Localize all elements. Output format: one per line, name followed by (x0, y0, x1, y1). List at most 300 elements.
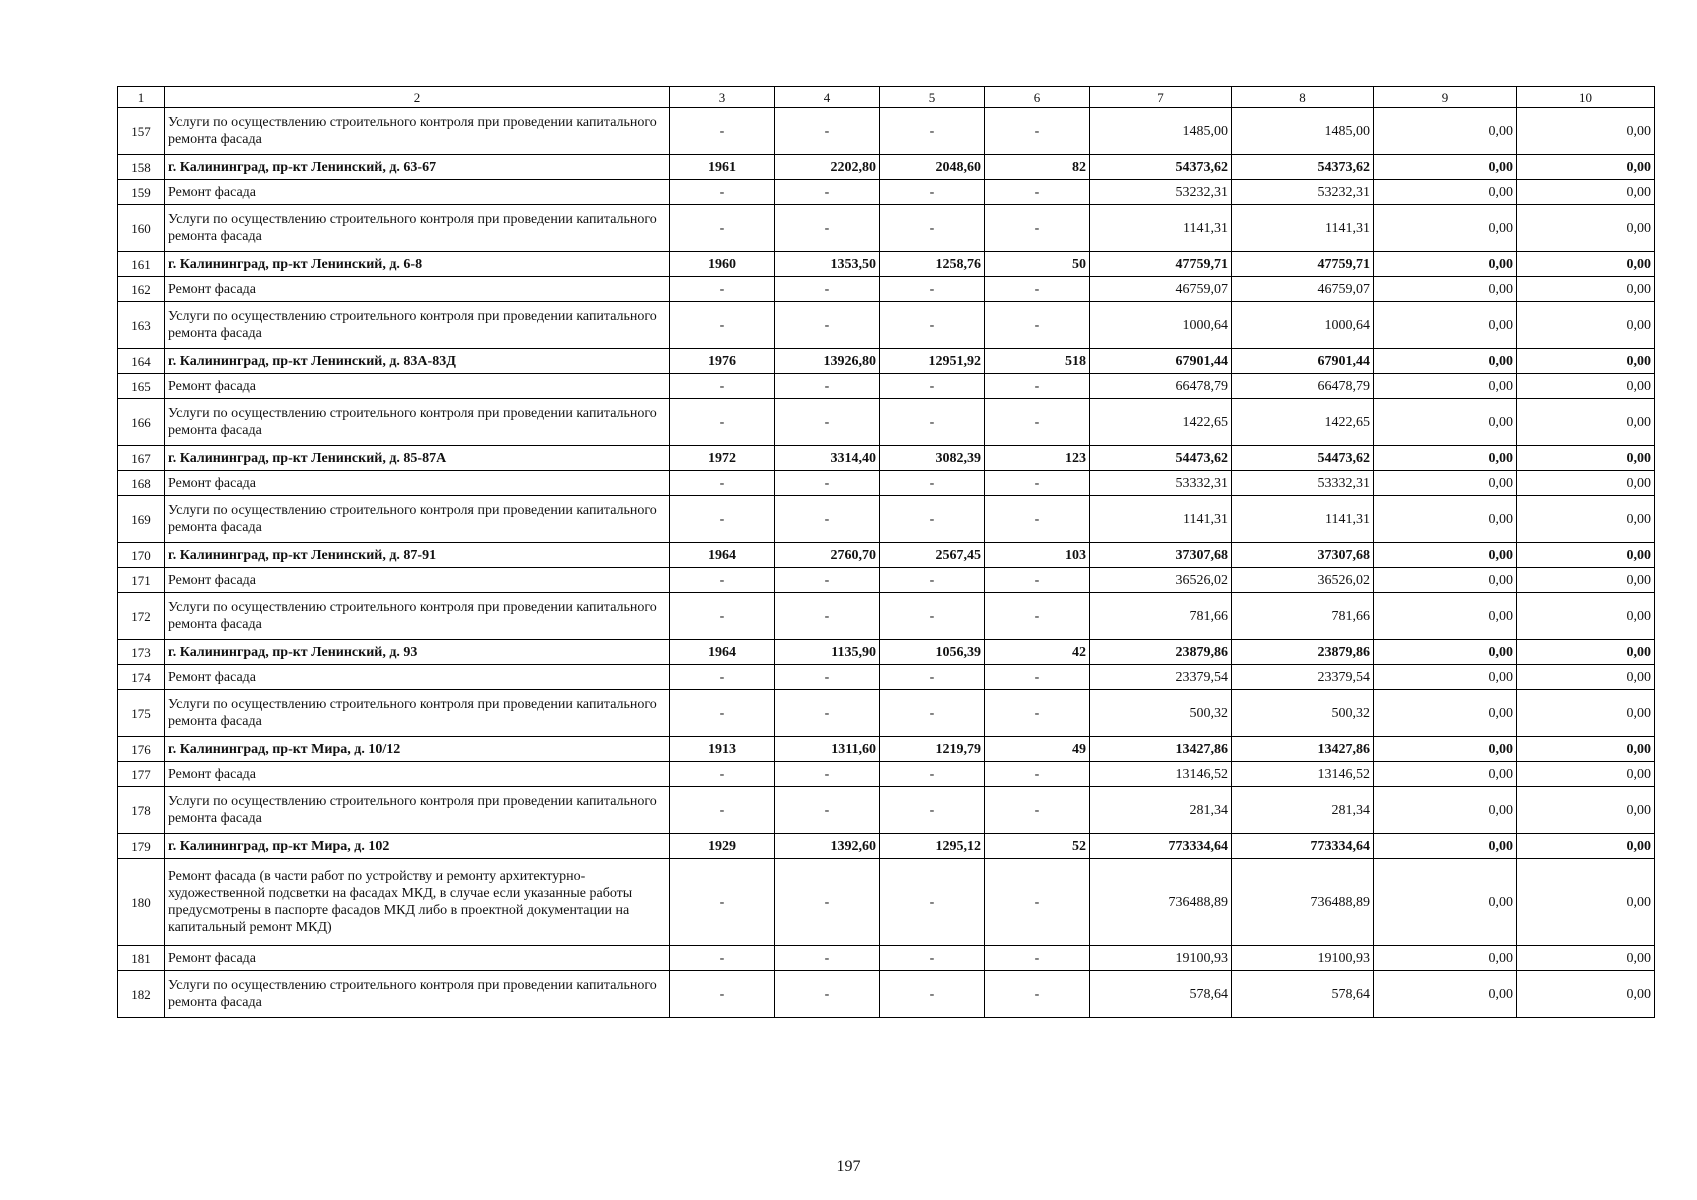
table-row (118, 205, 1655, 252)
value-cell: 2760,70 (775, 543, 880, 568)
value-cell: 736488,89 (1090, 859, 1232, 946)
value-cell: 0,00 (1517, 471, 1655, 496)
value-cell: 47759,71 (1090, 252, 1232, 277)
value-cell: 1392,60 (775, 834, 880, 859)
table-row (118, 640, 1655, 665)
year-cell: 1929 (670, 834, 775, 859)
row-number-cell: 174 (118, 665, 165, 690)
dash-cell: - (775, 971, 880, 1018)
description-cell: Услуги по осуществлению строительного контроля при проведении капитального ремонта фасада (165, 302, 670, 349)
value-cell: 1422,65 (1232, 399, 1374, 446)
dash-cell: - (670, 568, 775, 593)
value-cell: 0,00 (1517, 737, 1655, 762)
year-cell: 1960 (670, 252, 775, 277)
dash-cell: - (775, 859, 880, 946)
row-number-cell: 162 (118, 277, 165, 302)
value-cell: 0,00 (1517, 155, 1655, 180)
value-cell: 53232,31 (1232, 180, 1374, 205)
value-cell: 1295,12 (880, 834, 985, 859)
dash-cell: - (880, 496, 985, 543)
dash-cell: - (670, 665, 775, 690)
value-cell: 578,64 (1090, 971, 1232, 1018)
dash-cell: - (985, 593, 1090, 640)
value-cell: 12951,92 (880, 349, 985, 374)
description-cell: г. Калининград, пр-кт Ленинский, д. 63-67 (165, 155, 670, 180)
dash-cell: - (985, 665, 1090, 690)
value-cell: 0,00 (1374, 762, 1517, 787)
dash-cell: - (775, 787, 880, 834)
dash-cell: - (985, 399, 1090, 446)
dash-cell: - (985, 762, 1090, 787)
value-cell: 36526,02 (1090, 568, 1232, 593)
dash-cell: - (880, 787, 985, 834)
value-cell: 66478,79 (1232, 374, 1374, 399)
row-number-cell: 176 (118, 737, 165, 762)
page-number: 197 (836, 1158, 861, 1175)
row-number-cell: 170 (118, 543, 165, 568)
value-cell: 736488,89 (1232, 859, 1374, 946)
dash-cell: - (880, 568, 985, 593)
value-cell: 2567,45 (880, 543, 985, 568)
column-number: 3 (670, 87, 775, 108)
value-cell: 23879,86 (1090, 640, 1232, 665)
value-cell: 53332,31 (1090, 471, 1232, 496)
dash-cell: - (880, 593, 985, 640)
row-number-cell: 164 (118, 349, 165, 374)
table-row (118, 568, 1655, 593)
value-cell: 0,00 (1517, 496, 1655, 543)
dash-cell: - (775, 568, 880, 593)
value-cell: 37307,68 (1090, 543, 1232, 568)
description-cell: г. Калининград, пр-кт Ленинский, д. 93 (165, 640, 670, 665)
value-cell: 1141,31 (1090, 496, 1232, 543)
value-cell: 0,00 (1517, 946, 1655, 971)
description-cell: Ремонт фасада (165, 277, 670, 302)
description-cell: Услуги по осуществлению строительного контроля при проведении капитального ремонта фасада (165, 399, 670, 446)
table-row (118, 859, 1655, 946)
dash-cell: - (880, 374, 985, 399)
value-cell: 54473,62 (1090, 446, 1232, 471)
dash-cell: - (880, 471, 985, 496)
value-cell: 0,00 (1374, 446, 1517, 471)
row-number-cell: 171 (118, 568, 165, 593)
value-cell: 781,66 (1232, 593, 1374, 640)
row-number-cell: 169 (118, 496, 165, 543)
value-cell: 103 (985, 543, 1090, 568)
description-cell: г. Калининград, пр-кт Ленинский, д. 85-87А (165, 446, 670, 471)
row-number-cell: 168 (118, 471, 165, 496)
value-cell: 0,00 (1374, 971, 1517, 1018)
value-cell: 500,32 (1232, 690, 1374, 737)
description-cell: Ремонт фасада (165, 180, 670, 205)
dash-cell: - (985, 787, 1090, 834)
value-cell: 0,00 (1517, 252, 1655, 277)
description-cell: г. Калининград, пр-кт Ленинский, д. 83А-83Д (165, 349, 670, 374)
dash-cell: - (985, 205, 1090, 252)
value-cell: 0,00 (1374, 277, 1517, 302)
table-row (118, 496, 1655, 543)
value-cell: 0,00 (1517, 108, 1655, 155)
value-cell: 0,00 (1517, 787, 1655, 834)
description-cell: Ремонт фасада (165, 762, 670, 787)
table-row (118, 737, 1655, 762)
dash-cell: - (985, 859, 1090, 946)
value-cell: 13926,80 (775, 349, 880, 374)
year-cell: 1976 (670, 349, 775, 374)
description-cell: г. Калининград, пр-кт Ленинский, д. 87-91 (165, 543, 670, 568)
dash-cell: - (880, 205, 985, 252)
value-cell: 0,00 (1374, 593, 1517, 640)
value-cell: 0,00 (1374, 155, 1517, 180)
dash-cell: - (985, 690, 1090, 737)
value-cell: 0,00 (1374, 108, 1517, 155)
dash-cell: - (775, 690, 880, 737)
dash-cell: - (880, 277, 985, 302)
table-row (118, 543, 1655, 568)
register-table (117, 86, 1655, 1018)
year-cell: 1964 (670, 543, 775, 568)
row-number-cell: 179 (118, 834, 165, 859)
row-number-cell: 172 (118, 593, 165, 640)
dash-cell: - (670, 971, 775, 1018)
value-cell: 0,00 (1374, 205, 1517, 252)
description-cell: Услуги по осуществлению строительного контроля при проведении капитального ремонта фасада (165, 108, 670, 155)
table-body (118, 108, 1655, 1018)
value-cell: 1056,39 (880, 640, 985, 665)
table-row (118, 665, 1655, 690)
value-cell: 0,00 (1374, 737, 1517, 762)
dash-cell: - (880, 946, 985, 971)
description-cell: г. Калининград, пр-кт Мира, д. 102 (165, 834, 670, 859)
description-cell: Ремонт фасада (в части работ по устройству и ремонту архитектурно-художественной подсветки на фасадах МКД, в случае если указанные работы предусмотрены в паспорте фасадов МКД либо в проектной документации на капитальный ремонт МКД) (165, 859, 670, 946)
value-cell: 0,00 (1517, 374, 1655, 399)
value-cell: 0,00 (1374, 374, 1517, 399)
dash-cell: - (775, 399, 880, 446)
value-cell: 0,00 (1374, 399, 1517, 446)
value-cell: 54373,62 (1090, 155, 1232, 180)
row-number-cell: 157 (118, 108, 165, 155)
dash-cell: - (670, 205, 775, 252)
value-cell: 0,00 (1374, 665, 1517, 690)
row-number-cell: 177 (118, 762, 165, 787)
row-number-cell: 166 (118, 399, 165, 446)
value-cell: 0,00 (1374, 496, 1517, 543)
table-row (118, 446, 1655, 471)
value-cell: 66478,79 (1090, 374, 1232, 399)
value-cell: 1000,64 (1090, 302, 1232, 349)
value-cell: 1422,65 (1090, 399, 1232, 446)
value-cell: 1485,00 (1090, 108, 1232, 155)
dash-cell: - (775, 205, 880, 252)
row-number-cell: 160 (118, 205, 165, 252)
value-cell: 1258,76 (880, 252, 985, 277)
value-cell: 46759,07 (1232, 277, 1374, 302)
dash-cell: - (880, 108, 985, 155)
table-row (118, 690, 1655, 737)
dash-cell: - (985, 496, 1090, 543)
value-cell: 0,00 (1374, 640, 1517, 665)
value-cell: 0,00 (1517, 543, 1655, 568)
value-cell: 0,00 (1374, 690, 1517, 737)
row-number-cell: 181 (118, 946, 165, 971)
dash-cell: - (670, 859, 775, 946)
dash-cell: - (670, 946, 775, 971)
description-cell: г. Калининград, пр-кт Ленинский, д. 6-8 (165, 252, 670, 277)
value-cell: 1141,31 (1232, 496, 1374, 543)
dash-cell: - (670, 471, 775, 496)
value-cell: 67901,44 (1090, 349, 1232, 374)
dash-cell: - (775, 302, 880, 349)
value-cell: 53332,31 (1232, 471, 1374, 496)
table-row (118, 180, 1655, 205)
value-cell: 578,64 (1232, 971, 1374, 1018)
value-cell: 0,00 (1374, 302, 1517, 349)
value-cell: 0,00 (1517, 277, 1655, 302)
table-row (118, 399, 1655, 446)
value-cell: 0,00 (1517, 859, 1655, 946)
value-cell: 2202,80 (775, 155, 880, 180)
table-row (118, 787, 1655, 834)
value-cell: 67901,44 (1232, 349, 1374, 374)
dash-cell: - (775, 180, 880, 205)
value-cell: 42 (985, 640, 1090, 665)
dash-cell: - (670, 496, 775, 543)
description-cell: Ремонт фасада (165, 946, 670, 971)
description-cell: Ремонт фасада (165, 568, 670, 593)
value-cell: 23379,54 (1090, 665, 1232, 690)
row-number-cell: 167 (118, 446, 165, 471)
dash-cell: - (985, 180, 1090, 205)
value-cell: 13146,52 (1232, 762, 1374, 787)
column-number: 6 (985, 87, 1090, 108)
column-number: 9 (1374, 87, 1517, 108)
row-number-cell: 180 (118, 859, 165, 946)
dash-cell: - (985, 302, 1090, 349)
value-cell: 19100,93 (1090, 946, 1232, 971)
value-cell: 54473,62 (1232, 446, 1374, 471)
value-cell: 0,00 (1374, 471, 1517, 496)
year-cell: 1913 (670, 737, 775, 762)
table-row (118, 834, 1655, 859)
dash-cell: - (670, 762, 775, 787)
dash-cell: - (985, 277, 1090, 302)
value-cell: 13427,86 (1090, 737, 1232, 762)
dash-cell: - (775, 108, 880, 155)
row-number-cell: 175 (118, 690, 165, 737)
dash-cell: - (775, 374, 880, 399)
value-cell: 54373,62 (1232, 155, 1374, 180)
year-cell: 1961 (670, 155, 775, 180)
dash-cell: - (775, 665, 880, 690)
value-cell: 0,00 (1517, 640, 1655, 665)
table-row (118, 277, 1655, 302)
dash-cell: - (985, 471, 1090, 496)
dash-cell: - (670, 593, 775, 640)
dash-cell: - (670, 108, 775, 155)
year-cell: 1964 (670, 640, 775, 665)
description-cell: Ремонт фасада (165, 374, 670, 399)
dash-cell: - (670, 374, 775, 399)
table-row (118, 374, 1655, 399)
value-cell: 0,00 (1517, 971, 1655, 1018)
value-cell: 3314,40 (775, 446, 880, 471)
dash-cell: - (985, 946, 1090, 971)
value-cell: 46759,07 (1090, 277, 1232, 302)
table-row (118, 155, 1655, 180)
dash-cell: - (880, 859, 985, 946)
dash-cell: - (775, 277, 880, 302)
column-number: 10 (1517, 87, 1655, 108)
description-cell: Ремонт фасада (165, 471, 670, 496)
value-cell: 1000,64 (1232, 302, 1374, 349)
value-cell: 53232,31 (1090, 180, 1232, 205)
dash-cell: - (775, 762, 880, 787)
value-cell: 0,00 (1517, 349, 1655, 374)
row-number-cell: 161 (118, 252, 165, 277)
table-row (118, 946, 1655, 971)
value-cell: 0,00 (1517, 399, 1655, 446)
value-cell: 1141,31 (1232, 205, 1374, 252)
value-cell: 82 (985, 155, 1090, 180)
table-row (118, 108, 1655, 155)
table-row (118, 971, 1655, 1018)
dash-cell: - (670, 277, 775, 302)
value-cell: 23879,86 (1232, 640, 1374, 665)
value-cell: 49 (985, 737, 1090, 762)
value-cell: 0,00 (1374, 180, 1517, 205)
value-cell: 500,32 (1090, 690, 1232, 737)
value-cell: 0,00 (1517, 665, 1655, 690)
value-cell: 281,34 (1232, 787, 1374, 834)
dash-cell: - (670, 399, 775, 446)
column-number-row (118, 87, 1655, 108)
dash-cell: - (775, 946, 880, 971)
value-cell: 1219,79 (880, 737, 985, 762)
value-cell: 3082,39 (880, 446, 985, 471)
value-cell: 773334,64 (1090, 834, 1232, 859)
description-cell: Услуги по осуществлению строительного контроля при проведении капитального ремонта фасада (165, 205, 670, 252)
table-row (118, 252, 1655, 277)
value-cell: 23379,54 (1232, 665, 1374, 690)
value-cell: 0,00 (1374, 946, 1517, 971)
dash-cell: - (880, 971, 985, 1018)
value-cell: 0,00 (1374, 252, 1517, 277)
register-table-wrapper (117, 86, 1655, 1018)
value-cell: 1353,50 (775, 252, 880, 277)
dash-cell: - (775, 496, 880, 543)
value-cell: 13146,52 (1090, 762, 1232, 787)
dash-cell: - (880, 180, 985, 205)
dash-cell: - (880, 665, 985, 690)
value-cell: 281,34 (1090, 787, 1232, 834)
value-cell: 52 (985, 834, 1090, 859)
value-cell: 0,00 (1374, 834, 1517, 859)
dash-cell: - (670, 787, 775, 834)
column-number: 1 (118, 87, 165, 108)
dash-cell: - (880, 399, 985, 446)
description-cell: Услуги по осуществлению строительного контроля при проведении капитального ремонта фасада (165, 496, 670, 543)
dash-cell: - (985, 108, 1090, 155)
value-cell: 37307,68 (1232, 543, 1374, 568)
description-cell: Услуги по осуществлению строительного контроля при проведении капитального ремонта фасада (165, 971, 670, 1018)
value-cell: 0,00 (1374, 787, 1517, 834)
value-cell: 2048,60 (880, 155, 985, 180)
value-cell: 123 (985, 446, 1090, 471)
value-cell: 0,00 (1517, 568, 1655, 593)
dash-cell: - (670, 690, 775, 737)
value-cell: 13427,86 (1232, 737, 1374, 762)
value-cell: 0,00 (1517, 446, 1655, 471)
dash-cell: - (670, 302, 775, 349)
value-cell: 773334,64 (1232, 834, 1374, 859)
table-row (118, 762, 1655, 787)
table-row (118, 593, 1655, 640)
dash-cell: - (670, 180, 775, 205)
row-number-cell: 178 (118, 787, 165, 834)
row-number-cell: 158 (118, 155, 165, 180)
description-cell: Услуги по осуществлению строительного контроля при проведении капитального ремонта фасада (165, 593, 670, 640)
column-number: 2 (165, 87, 670, 108)
table-row (118, 302, 1655, 349)
value-cell: 36526,02 (1232, 568, 1374, 593)
value-cell: 1141,31 (1090, 205, 1232, 252)
dash-cell: - (880, 762, 985, 787)
value-cell: 19100,93 (1232, 946, 1374, 971)
column-number: 8 (1232, 87, 1374, 108)
dash-cell: - (985, 971, 1090, 1018)
value-cell: 0,00 (1517, 205, 1655, 252)
row-number-cell: 173 (118, 640, 165, 665)
value-cell: 0,00 (1517, 762, 1655, 787)
table-row (118, 349, 1655, 374)
description-cell: Услуги по осуществлению строительного контроля при проведении капитального ремонта фасада (165, 787, 670, 834)
value-cell: 0,00 (1374, 859, 1517, 946)
description-cell: г. Калининград, пр-кт Мира, д. 10/12 (165, 737, 670, 762)
description-cell: Услуги по осуществлению строительного контроля при проведении капитального ремонта фасада (165, 690, 670, 737)
value-cell: 0,00 (1517, 180, 1655, 205)
value-cell: 1135,90 (775, 640, 880, 665)
value-cell: 0,00 (1517, 834, 1655, 859)
dash-cell: - (775, 593, 880, 640)
dash-cell: - (880, 302, 985, 349)
value-cell: 781,66 (1090, 593, 1232, 640)
row-number-cell: 163 (118, 302, 165, 349)
year-cell: 1972 (670, 446, 775, 471)
dash-cell: - (985, 568, 1090, 593)
value-cell: 1311,60 (775, 737, 880, 762)
value-cell: 0,00 (1517, 593, 1655, 640)
column-number: 4 (775, 87, 880, 108)
row-number-cell: 182 (118, 971, 165, 1018)
column-number: 5 (880, 87, 985, 108)
column-number: 7 (1090, 87, 1232, 108)
value-cell: 0,00 (1374, 543, 1517, 568)
value-cell: 1485,00 (1232, 108, 1374, 155)
value-cell: 0,00 (1374, 349, 1517, 374)
row-number-cell: 165 (118, 374, 165, 399)
description-cell: Ремонт фасада (165, 665, 670, 690)
dash-cell: - (985, 374, 1090, 399)
row-number-cell: 159 (118, 180, 165, 205)
value-cell: 0,00 (1517, 302, 1655, 349)
value-cell: 50 (985, 252, 1090, 277)
dash-cell: - (880, 690, 985, 737)
table-row (118, 471, 1655, 496)
value-cell: 47759,71 (1232, 252, 1374, 277)
value-cell: 518 (985, 349, 1090, 374)
dash-cell: - (775, 471, 880, 496)
value-cell: 0,00 (1374, 568, 1517, 593)
